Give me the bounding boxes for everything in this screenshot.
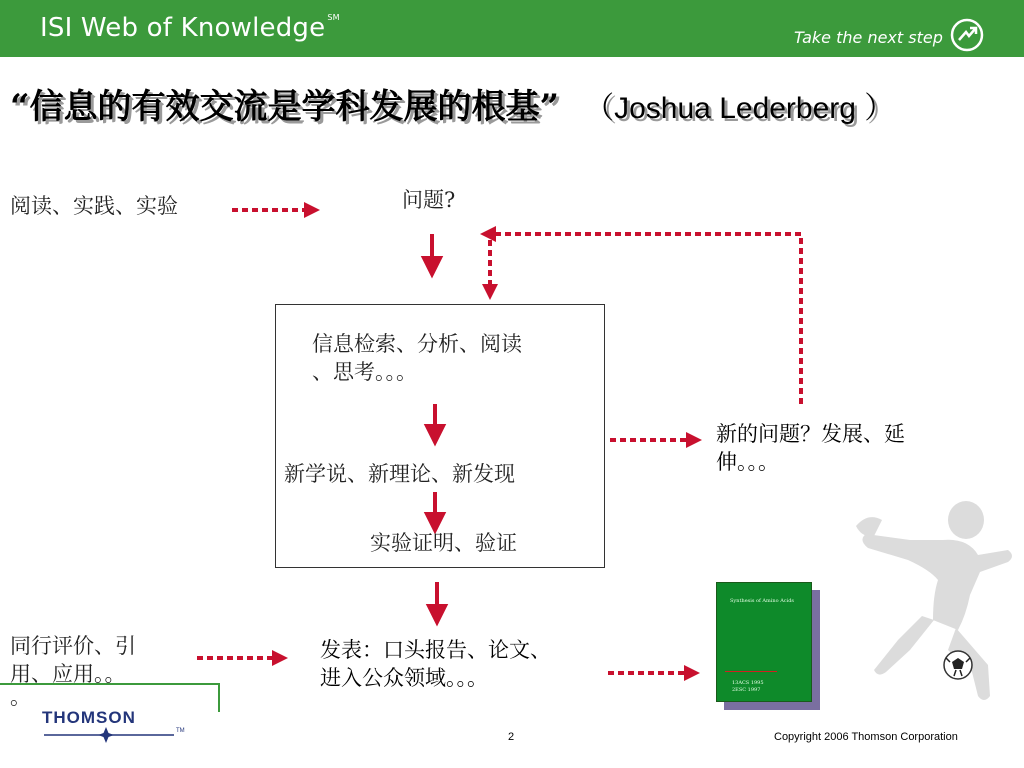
book-info bbox=[732, 680, 764, 694]
node-question: 问题? bbox=[402, 188, 456, 212]
node-new-question-line1: 新的问题？发展、延 bbox=[716, 422, 905, 446]
brand-mark: SM bbox=[327, 13, 340, 22]
node-new-question bbox=[716, 420, 905, 476]
logo-text: THOMSON bbox=[42, 708, 136, 727]
title-author: （Joshua Lederberg ） bbox=[599, 92, 895, 125]
thomson-star-icon bbox=[44, 727, 176, 743]
node-retrieval bbox=[312, 330, 522, 386]
copyright-text: Copyright 2006 Thomson Corporation bbox=[774, 731, 958, 743]
node-verification: 实验证明、验证 bbox=[370, 531, 517, 555]
node-new-theory: 新学说、新理论、新发现 bbox=[284, 462, 515, 486]
logo-tm: TM bbox=[176, 728, 185, 734]
book-info-line1: 13ACS 1995 bbox=[732, 680, 764, 686]
brand-text: ISI Web of Knowledge bbox=[40, 13, 326, 43]
page-number: 2 bbox=[508, 731, 515, 743]
book-title: Synthesis of Amino Acids bbox=[730, 598, 794, 604]
node-peer-review-line2: 用、应用。。 bbox=[10, 662, 126, 686]
thomson-logo bbox=[42, 708, 136, 728]
node-peer-review-line3: 。 bbox=[10, 685, 31, 709]
soccer-player-illustration bbox=[838, 500, 1018, 710]
node-publish bbox=[320, 636, 551, 692]
title-quote: “信息的有效交流是学科发展的根基” bbox=[10, 87, 560, 127]
node-reading: 阅读、实践、实验 bbox=[10, 194, 178, 218]
node-publish-line1: 发表：口头报告、论文、 bbox=[320, 638, 551, 662]
node-new-question-line2: 伸。。。 bbox=[716, 450, 779, 474]
tagline: Take the next step bbox=[794, 28, 943, 47]
node-peer-review-line1: 同行评价、引 bbox=[10, 634, 136, 658]
book-divider bbox=[725, 671, 777, 672]
node-retrieval-line2: 、思考。。。 bbox=[312, 360, 417, 384]
node-publish-line2: 进入公众领域。。。 bbox=[320, 666, 488, 690]
book-info-line2: 2ESC 1997 bbox=[732, 687, 761, 693]
node-retrieval-line1: 信息检索、分析、阅读 bbox=[312, 332, 522, 356]
soccer-ball-icon bbox=[944, 651, 972, 679]
